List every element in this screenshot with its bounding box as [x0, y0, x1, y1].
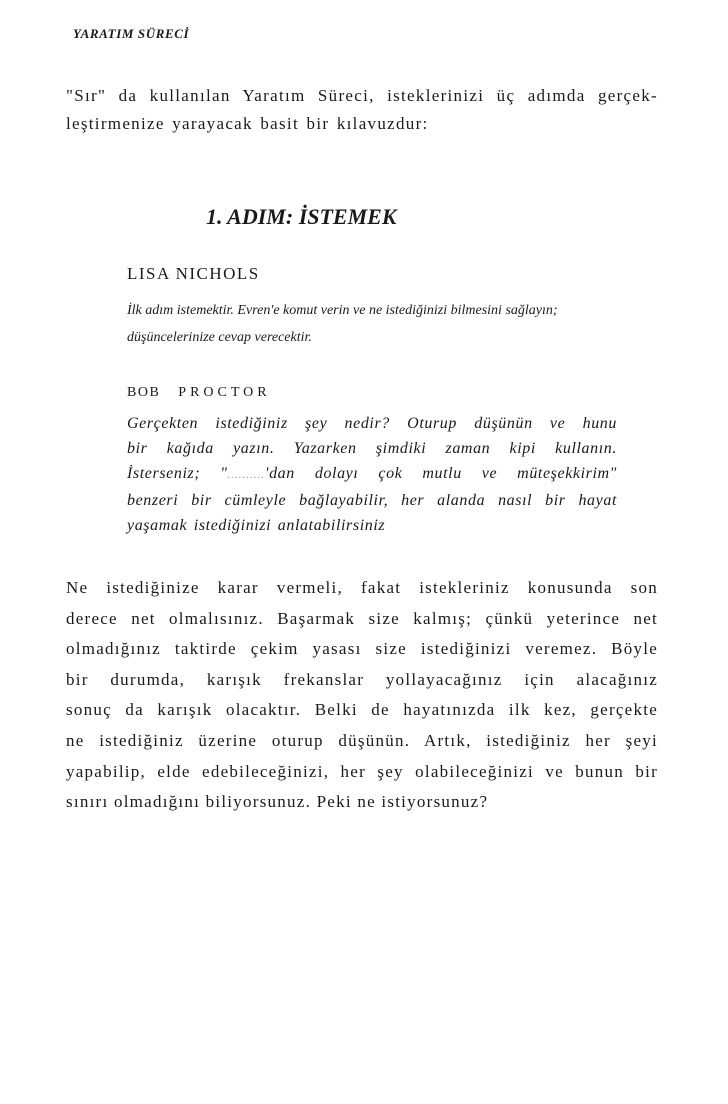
body-line: olmadığınız taktirde çekim yasası size istediğinizi veremez. Böyle	[66, 639, 658, 659]
body-line: sonuç da karışık olacaktır. Belki de hayatınızda ilk kez, gerçekte	[66, 700, 658, 720]
body-line: bir durumda, karışık frekanslar yollayacağınız için alacağınız	[66, 669, 658, 689]
quote-line: Gerçekten istediğiniz şey nedir? Oturup düşünün ve hunu	[127, 415, 617, 432]
speaker-name	[127, 385, 271, 401]
quote-line: benzeri bir cümleyle bağlayabilir, her alanda nasıl bir hayat	[127, 492, 617, 509]
quote-line: bir kağıda yazın. Yazarken şimdiki zaman kipi kullanın.	[127, 440, 617, 457]
body-line: sınırı olmadığını biliyorsunuz. Peki ne istiyorsunuz?	[66, 792, 489, 812]
speaker-name: LISA NICHOLS	[127, 264, 260, 283]
intro-line: leştirmenize yarayacak basit bir kılavuzdur:	[66, 114, 429, 133]
running-header: YARATIM SÜRECİ	[73, 26, 190, 41]
intro-paragraph	[66, 82, 658, 138]
speaker-quote: İlk adım istemektir. Evren'e komut verin ve ne istediğinizi bilmesini sağlayın; düşüncelerinize cevap verecektir.	[127, 303, 558, 345]
quote-line: yaşamak istediğinizi anlatabilirsiniz	[127, 517, 386, 534]
speaker-quote	[127, 411, 617, 538]
quote-line	[127, 461, 617, 488]
body-line: ne istediğiniz üzerine oturup düşünün. Artık, istediğiniz her şeyi	[66, 730, 658, 750]
blank-placeholder: ..........	[227, 469, 266, 481]
speaker-first-name: BOB	[127, 385, 161, 400]
step-heading: 1. ADIM: İSTEMEK	[206, 204, 397, 229]
intro-line: "Sır" da kullanılan Yaratım Süreci, isteklerinizi üç adımda gerçek-	[66, 86, 658, 105]
body-line: yapabilip, elde edebileceğinizi, her şey olabileceğinizi ve bunun bir	[66, 761, 658, 781]
body-paragraph	[66, 573, 658, 818]
speaker-last-name: PROCTOR	[178, 385, 271, 400]
body-line: derece net olmalısınız. Başarmak size kalmış; çünkü yeterince net	[66, 608, 658, 628]
body-line: Ne istediğinize karar vermeli, fakat istekleriniz konusunda son	[66, 578, 658, 597]
quote-fragment: 'dan dolayı çok mutlu ve müteşekkirim"	[265, 465, 617, 482]
quote-fragment: İsterseniz; "	[127, 465, 228, 482]
